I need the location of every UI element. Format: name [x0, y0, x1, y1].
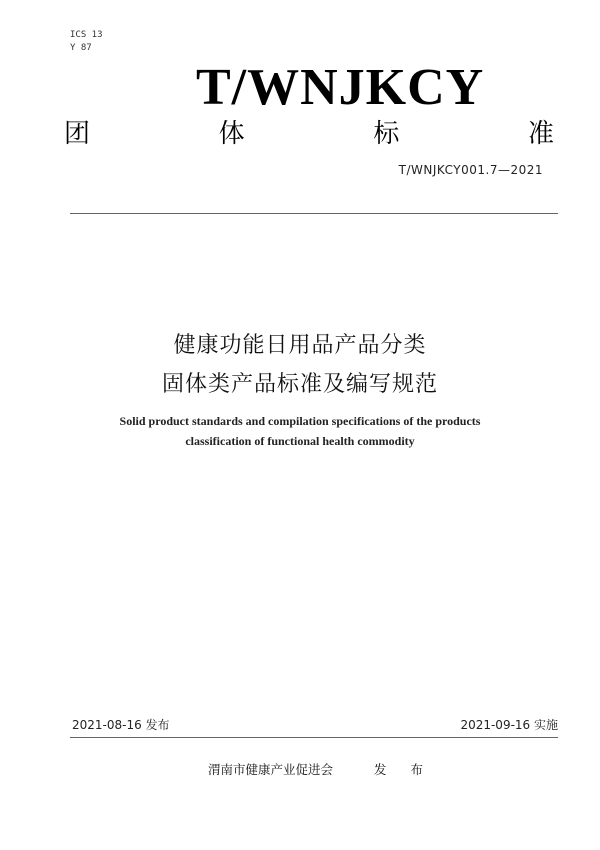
header-divider: [70, 213, 558, 214]
title-cn-line1: 健康功能日用品产品分类: [173, 333, 427, 358]
issue-date: 2021-08-16 发布: [72, 718, 170, 732]
class-code: Y 87: [70, 43, 92, 53]
ics-code: ICS 13: [70, 30, 103, 40]
standard-type: [64, 114, 554, 148]
issue-label: 发 布: [374, 762, 433, 777]
standard-type-char: 标: [373, 118, 400, 149]
footer-divider: [70, 737, 558, 738]
standard-type-char: 团: [64, 118, 91, 149]
title-cn-line2: 固体类产品标准及编写规范: [161, 372, 438, 397]
title-en-line1: Solid product standards and compilation specifications of the products: [119, 414, 481, 428]
title-en-line2: classification of functional health commodity: [185, 434, 415, 448]
organization-code: T/WNJKCY: [196, 59, 485, 116]
implement-date: 2021-09-16 实施: [460, 718, 558, 732]
issuer-name: 渭南市健康产业促进会: [208, 762, 334, 777]
standard-number: T/WNJKCY001.7—2021: [398, 163, 543, 177]
classification-codes: [70, 29, 103, 55]
standard-type-char: 体: [218, 118, 245, 149]
standard-type-char: 准: [527, 118, 554, 149]
